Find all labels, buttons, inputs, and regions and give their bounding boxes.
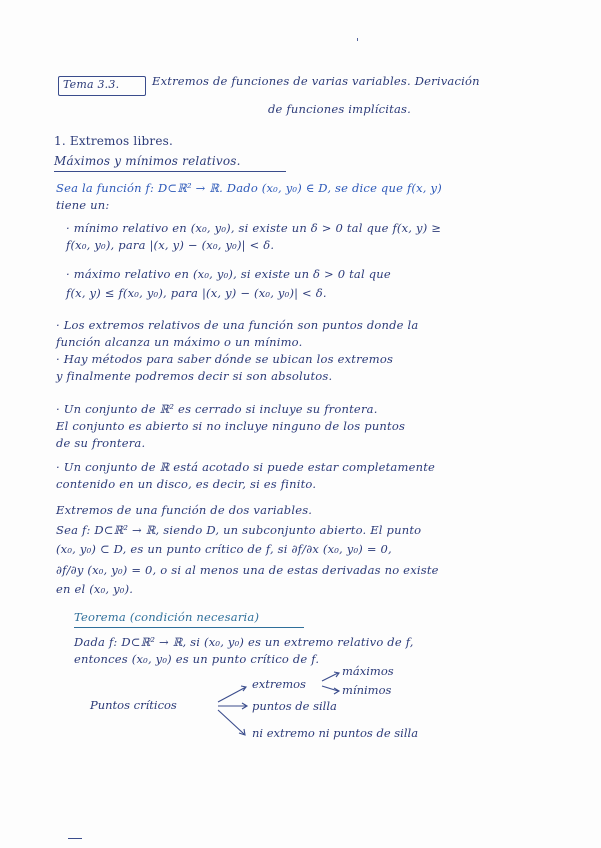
- section-subheading: Máximos y mínimos relativos.: [54, 154, 241, 168]
- body-line: de su frontera.: [56, 436, 146, 450]
- body-line: Sea la función f: D⊂ℝ² → ℝ. Dado (x₀, y₀) ∈ D, se dice que f(x, y): [56, 181, 442, 195]
- diagram-extremos: extremos: [252, 677, 306, 691]
- arrow-to-maximos: [322, 673, 338, 681]
- diagram-minimos: mínimos: [342, 683, 392, 697]
- subsection-heading: Extremos de una función de dos variables.: [56, 503, 313, 517]
- diagram-maximos: máximos: [342, 664, 394, 678]
- pen-mark: [68, 838, 82, 839]
- diagram-ninguno: ni extremo ni puntos de silla: [252, 726, 419, 740]
- body-line: El conjunto es abierto si no incluye ninguno de los puntos: [56, 419, 406, 433]
- body-line: · Un conjunto de ℝ está acotado si puede estar completamente: [56, 460, 436, 474]
- body-line: · mínimo relativo en (x₀, y₀), si existe un δ > 0 tal que f(x, y) ≥: [66, 221, 442, 235]
- theorem-heading: Teorema (condición necesaria): [74, 610, 260, 624]
- body-line: (x₀, y₀) ⊂ D, es un punto crítico de f, si ∂f/∂x (x₀, y₀) = 0,: [56, 542, 392, 556]
- body-line: · máximo relativo en (x₀, y₀), si existe un δ > 0 tal que: [66, 267, 391, 281]
- diagram-root: Puntos críticos: [90, 698, 177, 712]
- body-line: · Los extremos relativos de una función son puntos donde la: [56, 318, 419, 332]
- arrow-to-extremos: [218, 687, 246, 702]
- pen-dot: ': [356, 36, 360, 49]
- body-line: entonces (x₀, y₀) es un punto crítico de f.: [74, 652, 320, 666]
- body-line: contenido en un disco, es decir, si es finito.: [56, 477, 317, 491]
- arrow-to-ninguno: [218, 710, 244, 734]
- body-line: f(x, y) ≤ f(x₀, y₀), para |(x, y) − (x₀, y₀)| < δ.: [66, 286, 327, 300]
- tema-label: Tema 3.3.: [63, 78, 120, 91]
- body-line: Dada f: D⊂ℝ² → ℝ, si (x₀, y₀) es un extremo relativo de f,: [74, 635, 414, 649]
- body-line: en el (x₀, y₀).: [56, 582, 134, 596]
- body-line: ∂f/∂y (x₀, y₀) = 0, o si al menos una de estas derivadas no existe: [56, 563, 439, 577]
- diagram-silla: puntos de silla: [252, 699, 337, 713]
- body-line: · Un conjunto de ℝ² es cerrado si incluye su frontera.: [56, 402, 378, 416]
- body-line: f(x₀, y₀), para |(x, y) − (x₀, y₀)| < δ.: [66, 238, 275, 252]
- page-title-line1: Extremos de funciones de varias variables. Derivación: [152, 74, 480, 88]
- body-line: · Hay métodos para saber dónde se ubican los extremos: [56, 352, 394, 366]
- section-heading: 1. Extremos libres.: [54, 134, 173, 148]
- page-title-line2: de funciones implícitas.: [268, 102, 411, 116]
- body-line: Sea f: D⊂ℝ² → ℝ, siendo D, un subconjunto abierto. El punto: [56, 523, 422, 537]
- body-line: función alcanza un máximo o un mínimo.: [56, 335, 303, 349]
- body-line: y finalmente podremos decir si son absolutos.: [56, 369, 333, 383]
- body-line: tiene un:: [56, 198, 110, 212]
